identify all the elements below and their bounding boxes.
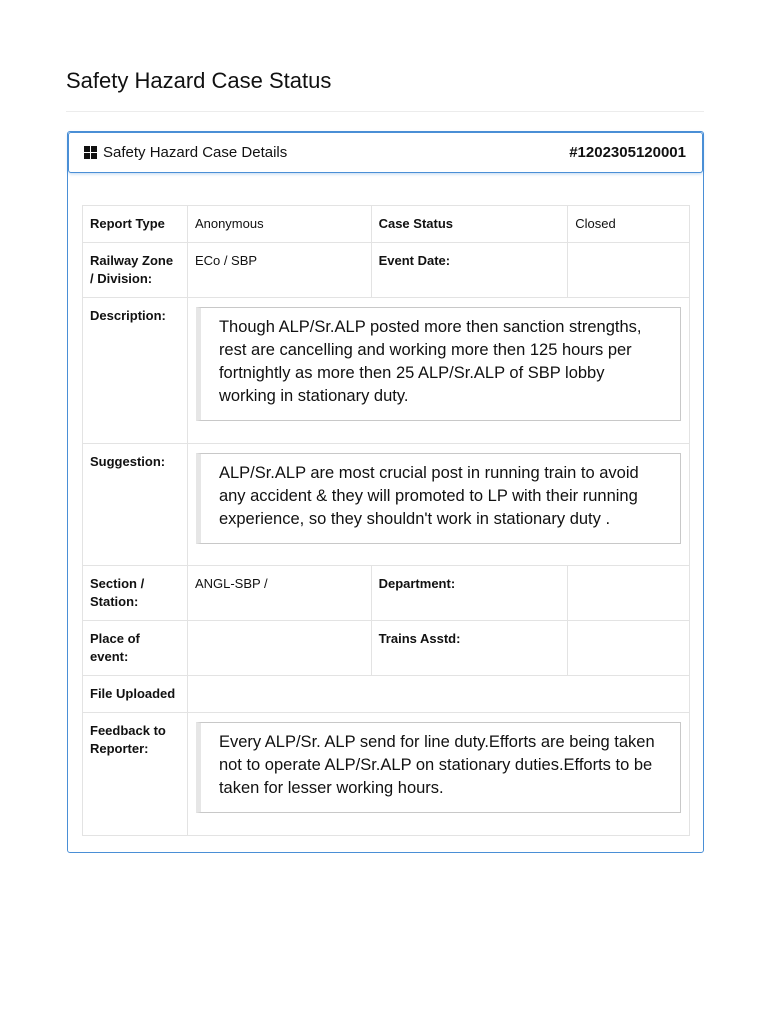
feedback-label: Feedback to Reporter: [83, 713, 188, 836]
grid-icon [84, 146, 97, 159]
zone-value: ECo / SBP [187, 243, 371, 298]
section-value: ANGL-SBP / [187, 566, 371, 621]
zone-label: Railway Zone / Division: [83, 243, 188, 298]
card-header [68, 132, 703, 173]
event-date-value [568, 243, 690, 298]
place-label: Place of event: [83, 621, 188, 676]
details-table [82, 205, 690, 836]
page-title: Safety Hazard Case Status [66, 68, 332, 93]
table-row [83, 206, 690, 243]
table-row [83, 243, 690, 298]
place-value [187, 621, 371, 676]
suggestion-text: ALP/Sr.ALP are most crucial post in running train to avoid any accident & they will promoted to LP with their running experience, so they shouldn't work in stationary duty . [196, 453, 681, 544]
case-id: #1202305120001 [569, 144, 686, 161]
department-value [568, 566, 690, 621]
card-header-title: Safety Hazard Case Details [103, 144, 288, 161]
table-row [83, 298, 690, 444]
table-row [83, 444, 690, 566]
case-status-label: Case Status [371, 206, 568, 243]
suggestion-cell [187, 444, 689, 566]
case-details-card [67, 131, 704, 853]
trains-label: Trains Asstd: [371, 621, 568, 676]
file-uploaded-label: File Uploaded [83, 676, 188, 713]
report-type-label: Report Type [83, 206, 188, 243]
table-row [83, 621, 690, 676]
section-label: Section / Station: [83, 566, 188, 621]
description-text: Though ALP/Sr.ALP posted more then sanction strengths, rest are cancelling and working more then 125 hours per fortnightly as more then 25 ALP/Sr.ALP of SBP lobby working in stationary duty. [196, 307, 681, 421]
description-label: Description: [83, 298, 188, 444]
table-row [83, 676, 690, 713]
trains-value [568, 621, 690, 676]
event-date-label: Event Date: [371, 243, 568, 298]
suggestion-label: Suggestion: [83, 444, 188, 566]
department-label: Department: [371, 566, 568, 621]
card-header-left [84, 144, 287, 161]
feedback-cell [187, 713, 689, 836]
file-uploaded-value [187, 676, 689, 713]
report-type-value: Anonymous [187, 206, 371, 243]
feedback-text: Every ALP/Sr. ALP send for line duty.Efforts are being taken not to operate ALP/Sr.ALP on stationary duties.Efforts to be taken for lesser working hours. [196, 722, 681, 813]
title-divider [66, 111, 704, 112]
table-row [83, 713, 690, 836]
table-row [83, 566, 690, 621]
description-cell [187, 298, 689, 444]
case-status-value: Closed [568, 206, 690, 243]
